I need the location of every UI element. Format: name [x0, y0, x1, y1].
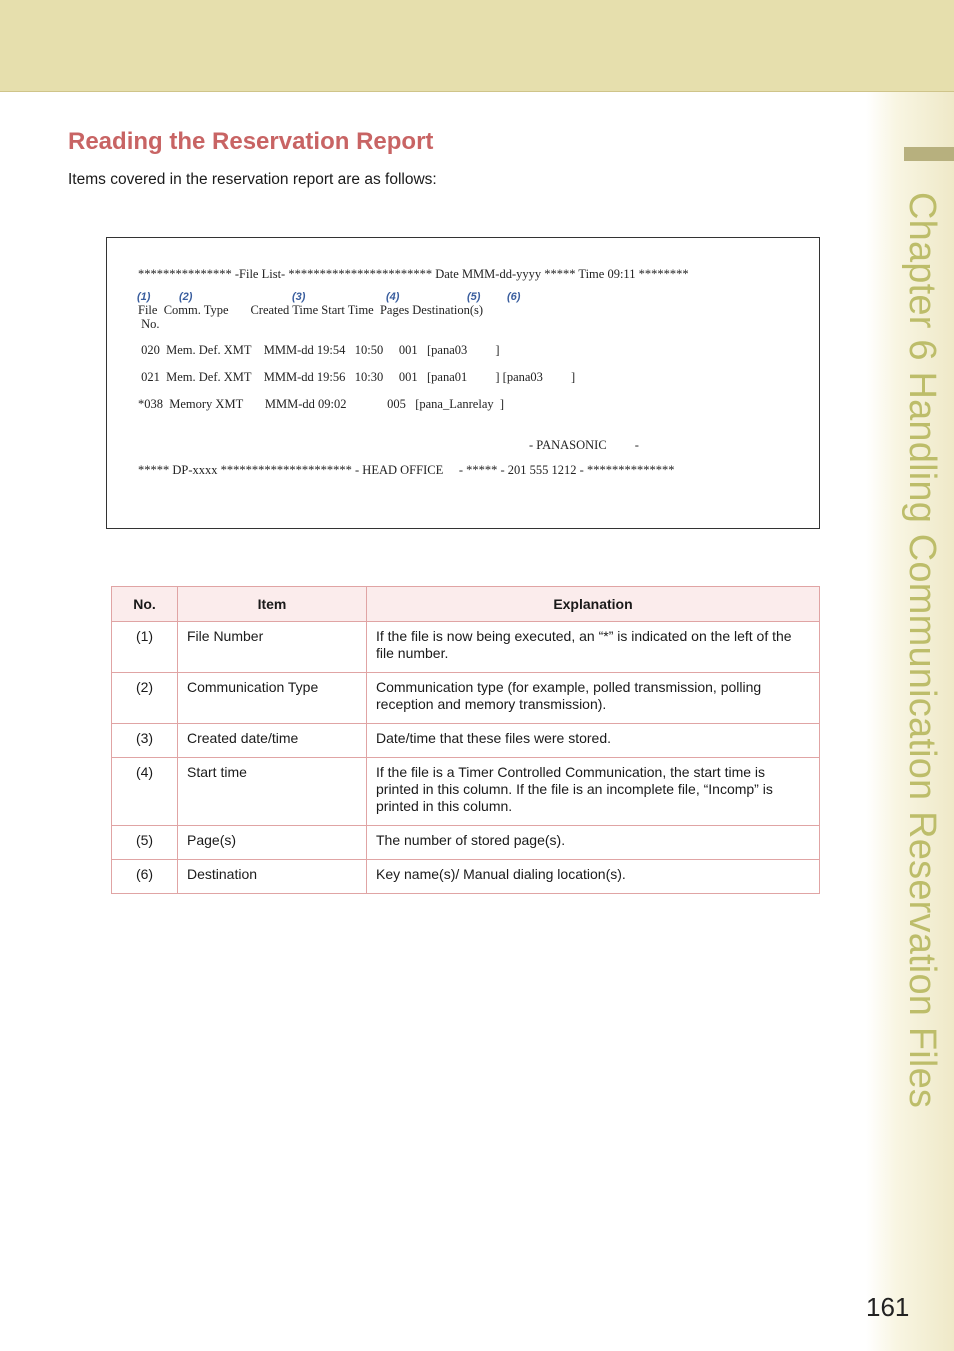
section-title: Reading the Reservation Report: [68, 128, 434, 155]
cell-no: (1): [112, 622, 178, 673]
cell-no: (4): [112, 758, 178, 826]
explanation-table: [111, 586, 820, 894]
report-header-line: *************** -File List- *********************** Date MMM-dd-yyyy ***** Time 09:11 ********: [138, 267, 689, 281]
cell-explanation: Date/time that these files were stored.: [367, 724, 820, 758]
cell-explanation: Communication type (for example, polled transmission, polling reception and memory transmission).: [367, 673, 820, 724]
table-row: [112, 622, 820, 673]
cell-item: Destination: [178, 860, 367, 894]
cell-item: Communication Type: [178, 673, 367, 724]
cell-no: (2): [112, 673, 178, 724]
marker-5: (5): [467, 291, 481, 303]
header-no: No.: [112, 587, 178, 622]
table-row: [112, 758, 820, 826]
cell-explanation: If the file is now being executed, an “*” is indicated on the left of the file number.: [367, 622, 820, 673]
report-footer-line1: - PANASONIC -: [529, 438, 639, 452]
top-band: [0, 0, 954, 92]
marker-3: (3): [292, 291, 306, 303]
cell-explanation: The number of stored page(s).: [367, 826, 820, 860]
cell-explanation: Key name(s)/ Manual dialing location(s).: [367, 860, 820, 894]
cell-explanation: If the file is a Timer Controlled Communication, the start time is printed in this column. If the file is an incomplete file, “Incomp” is printed in this column.: [367, 758, 820, 826]
marker-4: (4): [386, 291, 400, 303]
cell-item: Page(s): [178, 826, 367, 860]
table-row: [112, 673, 820, 724]
report-columns-line2: No.: [138, 317, 160, 331]
cell-item: Created date/time: [178, 724, 367, 758]
header-explanation: Explanation: [367, 587, 820, 622]
table-row: [112, 860, 820, 894]
marker-6: (6): [507, 291, 521, 303]
chapter-tab-marker: [904, 147, 954, 161]
table-header-row: [112, 587, 820, 622]
cell-no: (3): [112, 724, 178, 758]
table-row: [112, 724, 820, 758]
cell-no: (5): [112, 826, 178, 860]
cell-item: File Number: [178, 622, 367, 673]
report-row: 020 Mem. Def. XMT MMM-dd 19:54 10:50 001 [pana03 ]: [138, 343, 500, 357]
report-columns-line: File Comm. Type Created Time Start Time Pages Destination(s): [138, 303, 484, 317]
report-row: *038 Memory XMT MMM-dd 09:02 005 [pana_Lanrelay ]: [138, 397, 505, 411]
chapter-title-text: Chapter 6 Handling Communication Reservation Files: [901, 192, 943, 1109]
sample-report: [106, 237, 820, 529]
table-row: [112, 826, 820, 860]
chapter-title-vertical: [902, 192, 942, 1140]
intro-text: Items covered in the reservation report are as follows:: [68, 171, 437, 188]
page-number: 161: [866, 1292, 910, 1322]
header-item: Item: [178, 587, 367, 622]
report-row: 021 Mem. Def. XMT MMM-dd 19:56 10:30 001 [pana01 ] [pana03 ]: [138, 370, 576, 384]
marker-2: (2): [179, 291, 193, 303]
marker-1: (1): [137, 291, 151, 303]
cell-item: Start time: [178, 758, 367, 826]
cell-no: (6): [112, 860, 178, 894]
report-footer-line2: ***** DP-xxxx ********************* - HEAD OFFICE - ***** - 201 555 1212 - **************: [138, 463, 675, 477]
